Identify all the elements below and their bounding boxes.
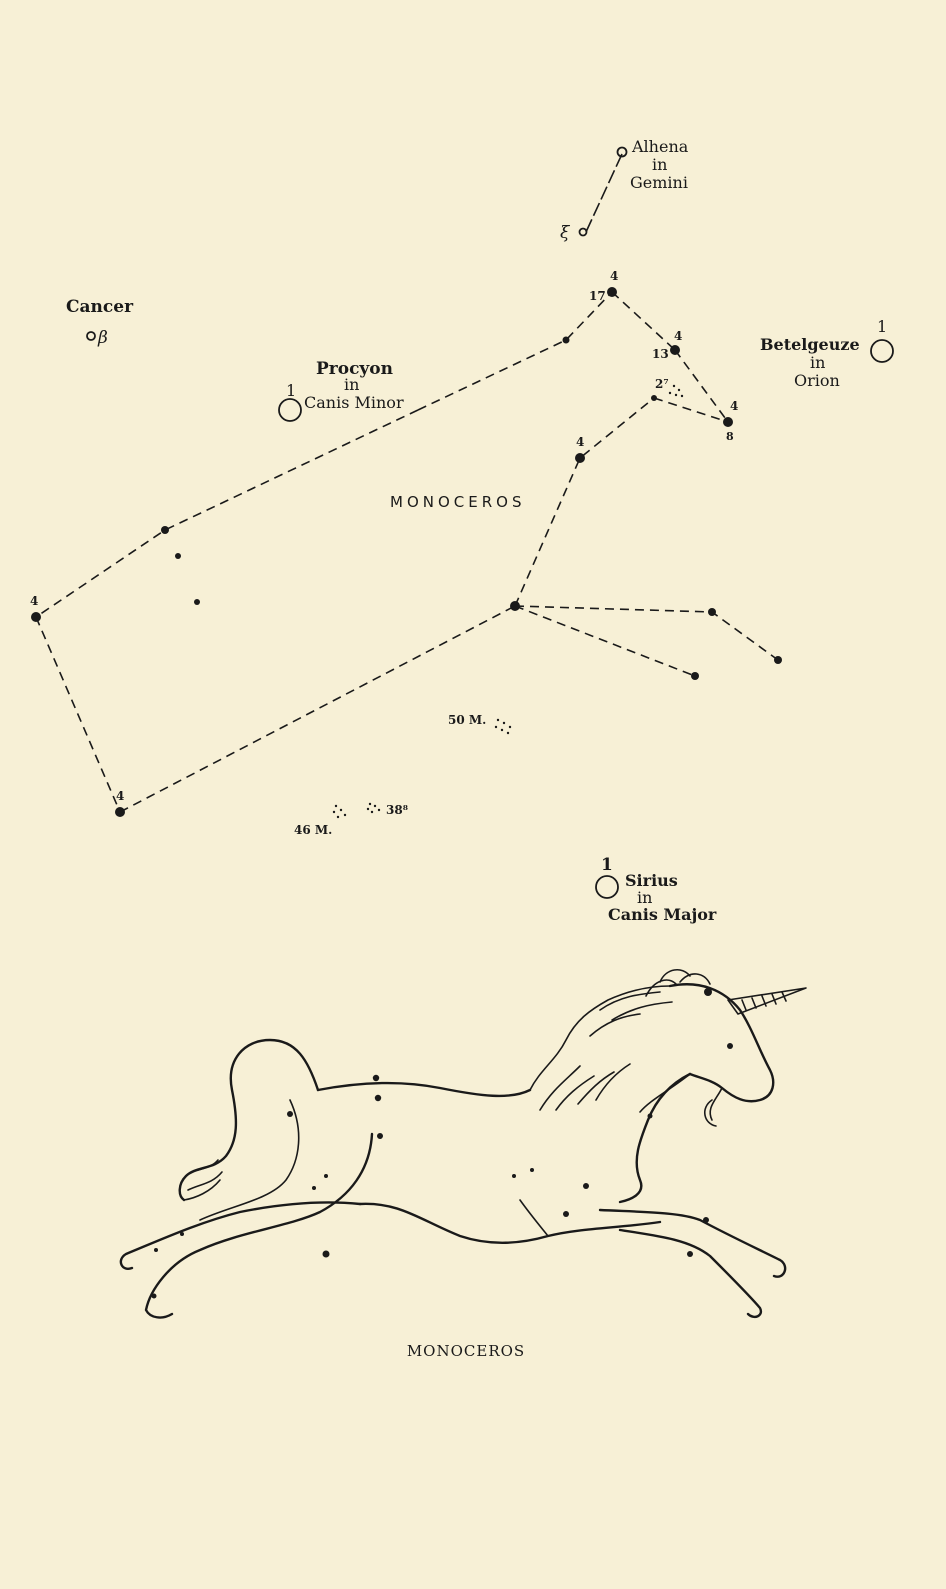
star-bottom	[115, 807, 125, 817]
sirius-label: Sirius	[625, 871, 678, 890]
figure-star-16	[703, 1217, 709, 1223]
line-27-to-8	[654, 398, 728, 422]
line-center-to-mid	[515, 398, 654, 606]
unicorn-hind-leg-inner	[200, 1100, 299, 1220]
line-center-to-east	[515, 606, 778, 660]
canis-minor-label: Canis Minor	[304, 393, 404, 412]
figure-star-11	[512, 1174, 516, 1178]
star-magnitude-labels	[30, 269, 738, 837]
star-left	[31, 612, 41, 622]
line-bottom-to-center	[120, 606, 515, 812]
star-east	[708, 608, 716, 616]
figure-star-8	[180, 1232, 184, 1236]
star-southeast	[691, 672, 699, 680]
betelgeuze-magnitude: 1	[877, 317, 888, 336]
figure-star-9	[154, 1248, 158, 1252]
cluster-38	[367, 803, 380, 813]
unicorn-beard	[705, 1088, 722, 1126]
clusters	[333, 385, 683, 818]
canis-major-label: Canis Major	[608, 905, 717, 924]
star-8	[723, 417, 733, 427]
betelgeuze-in-label: in	[810, 353, 826, 372]
mag-8: 4	[730, 399, 739, 413]
unicorn-figure	[121, 970, 806, 1318]
cluster-46m	[333, 805, 346, 818]
star-17	[607, 287, 617, 297]
procyon-star	[279, 399, 301, 421]
unicorn-head	[670, 984, 773, 1101]
beta-label: β	[98, 328, 108, 348]
unicorn-back	[318, 1083, 530, 1096]
unicorn-mane	[530, 986, 672, 1110]
line-13-to-8	[675, 350, 728, 422]
mag-left: 4	[30, 594, 39, 608]
label-50m: 50 M.	[448, 713, 487, 727]
mag-top: 4	[610, 269, 619, 283]
monoceros-chart-label: MONOCEROS	[390, 493, 526, 511]
num-17: 17	[589, 289, 606, 303]
star-center	[510, 601, 520, 611]
xi-star	[580, 229, 587, 236]
unicorn-front-leg-1	[600, 1210, 785, 1277]
unicorn-tail-tuft	[184, 1160, 222, 1200]
orion-label: Orion	[794, 371, 840, 390]
star-name-labels	[66, 137, 887, 924]
star-upper-line	[563, 337, 570, 344]
figure-star-4	[287, 1111, 293, 1117]
num-27: 2⁷	[655, 377, 669, 391]
cancer-label: Cancer	[66, 297, 134, 317]
star-field-1	[175, 553, 181, 559]
figure-star-7	[323, 1251, 330, 1258]
line-center-to-southeast	[515, 606, 695, 676]
figure-star-17	[687, 1251, 693, 1257]
unicorn-foreleg-inner	[520, 1074, 690, 1236]
sirius-star	[596, 876, 618, 898]
figure-star-12	[530, 1168, 534, 1172]
figure-star-6	[312, 1186, 316, 1190]
procyon-label: Procyon	[316, 359, 394, 379]
num-13: 13	[652, 347, 669, 361]
figure-star-1	[373, 1075, 379, 1081]
line-alhena-to-xi	[586, 154, 622, 232]
figure-star-13	[563, 1211, 569, 1217]
figure-star-3	[377, 1133, 383, 1139]
line-top-to-13	[612, 292, 675, 350]
figure-star-2	[375, 1095, 381, 1101]
figure-star-15	[704, 988, 712, 996]
unicorn-eye	[727, 1043, 733, 1049]
alhena-label: Alhena	[632, 137, 689, 156]
star-27	[651, 395, 657, 401]
label-38: 38⁸	[386, 803, 408, 817]
star-mid	[575, 453, 585, 463]
unicorn-neck	[620, 1074, 690, 1202]
betelgeuze-star	[871, 340, 893, 362]
gemini-label: Gemini	[630, 173, 688, 192]
line-left-to-bottom	[36, 617, 120, 812]
line-procyon-to-top	[418, 292, 612, 410]
unicorn-hind-leg-2	[146, 1134, 372, 1317]
star-east-end	[774, 656, 782, 664]
star-13	[670, 345, 680, 355]
label-46m: 46 M.	[294, 823, 333, 837]
cancer-beta-star	[87, 332, 95, 340]
figure-star-18	[648, 1114, 653, 1119]
cluster-50m	[495, 719, 511, 734]
alhena-in-label: in	[652, 155, 668, 174]
stars	[31, 148, 893, 899]
procyon-magnitude: 1	[286, 381, 297, 400]
num-8: 8	[726, 430, 734, 443]
unicorn-front-leg-2	[620, 1230, 761, 1317]
star-left-upper	[161, 526, 169, 534]
figure-star-5	[324, 1174, 328, 1178]
constellation-lines	[36, 154, 778, 812]
star-field-2	[194, 599, 200, 605]
mag-mid: 4	[576, 435, 585, 449]
procyon-in-label: in	[344, 375, 360, 394]
sirius-magnitude: 1	[601, 855, 613, 875]
mag-13: 4	[674, 329, 683, 343]
mag-bottom: 4	[116, 789, 125, 803]
betelgeuze-label: Betelgeuze	[760, 335, 860, 354]
sirius-in-label: in	[637, 888, 653, 907]
figure-star-14	[583, 1183, 589, 1189]
figure-star-10	[152, 1294, 157, 1299]
figure-caption: MONOCEROS	[406, 1342, 526, 1360]
line-procyon-to-left	[36, 410, 418, 617]
xi-label: ξ	[560, 223, 570, 243]
cluster-27	[669, 385, 683, 397]
